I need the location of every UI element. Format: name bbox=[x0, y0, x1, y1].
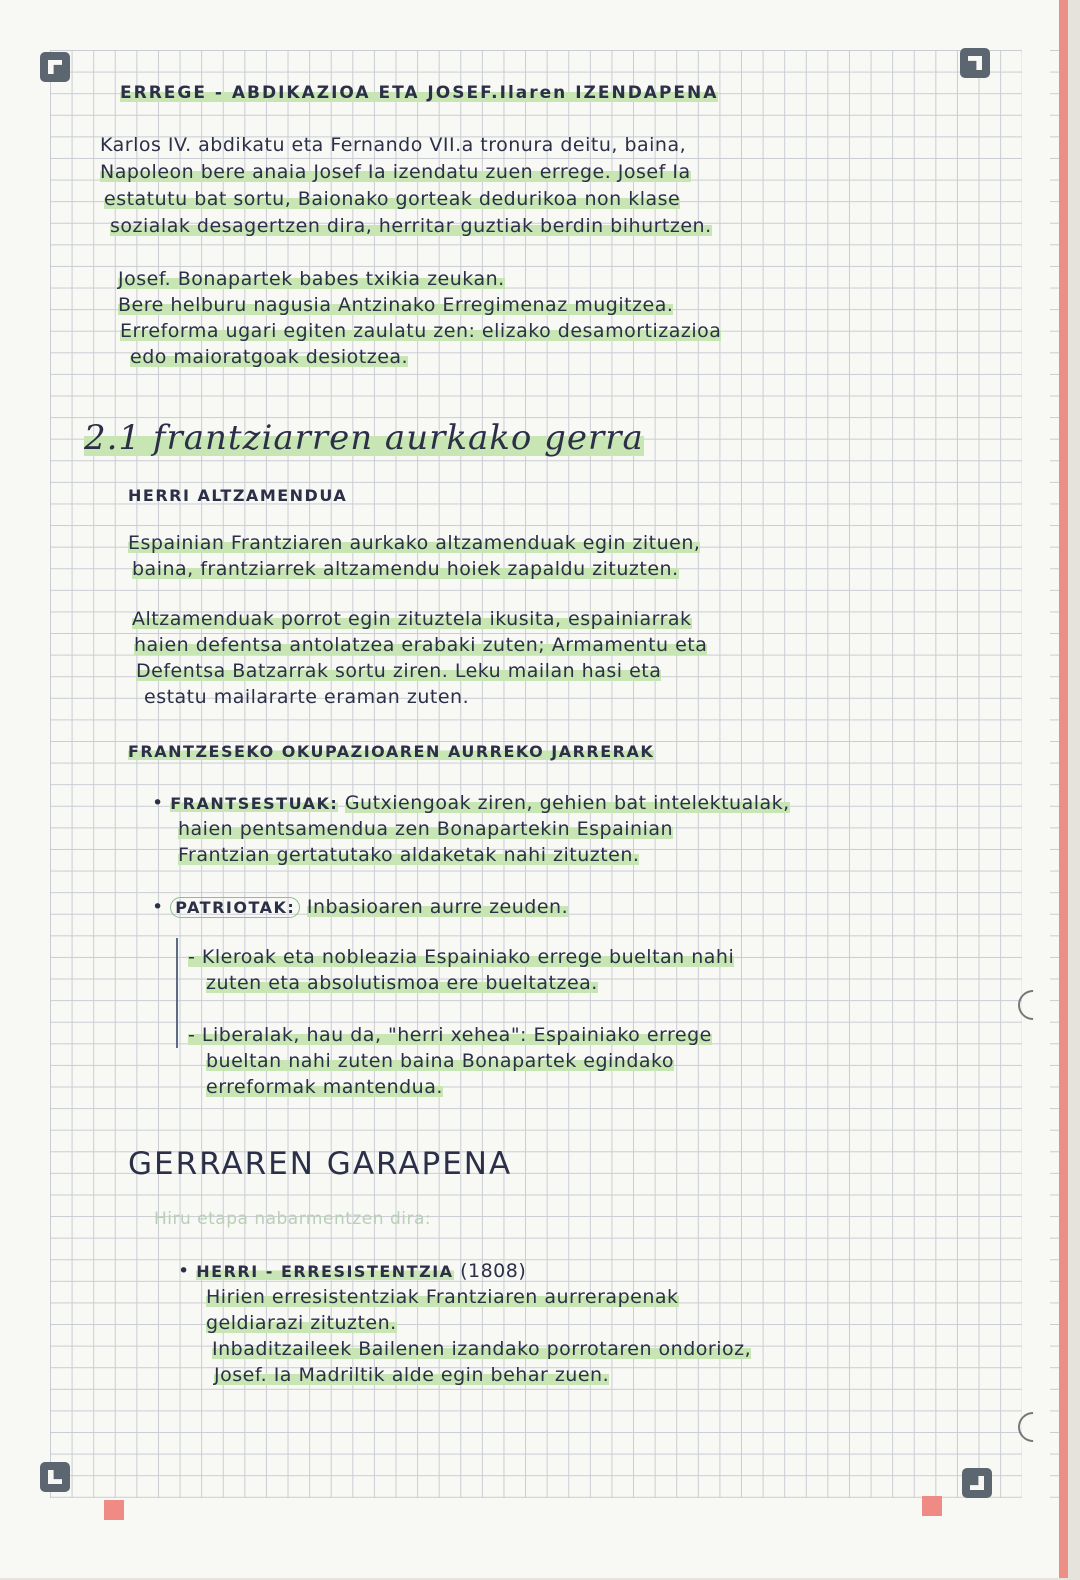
kleroak-line: zuten eta absolutismoa ere bueltatzea. bbox=[206, 972, 598, 994]
liberalak-line: erreformak mantendua. bbox=[206, 1076, 443, 1098]
erresistentzia-label: HERRI - ERRESISTENTZIA bbox=[196, 1262, 454, 1281]
erresistentzia-line: Josef. Ia Madriltik alde egin behar zuen. bbox=[214, 1364, 610, 1386]
herri-para-line: baina, frantziarrek altzamendu hoiek zapaldu zituzten. bbox=[132, 558, 679, 580]
erresistentzia-line: geldiarazi zituzten. bbox=[206, 1312, 397, 1334]
josef-line: Bere helburu nagusia Antzinako Erregimenaz mugitzea. bbox=[118, 294, 674, 316]
frantsestuak-line: • FRANTSESTUAK: Gutxiengoak ziren, gehien bat intelektualak, bbox=[152, 792, 790, 814]
erresistentzia-line: Inbaditzaileek Bailenen izandako porrotaren ondorioz, bbox=[212, 1338, 752, 1360]
herri-para-line: Espainian Frantziaren aurkako altzamenduak egin zituen, bbox=[128, 532, 701, 554]
faint-line: Hiru etapa nabarmentzen dira: bbox=[154, 1209, 432, 1229]
liberalak-line: - Liberalak, hau da, "herri xehea": Espainiako errege bbox=[188, 1024, 712, 1046]
corner-mark-bottom-right-icon bbox=[962, 1468, 992, 1498]
corner-mark-top-right-icon bbox=[960, 48, 990, 78]
pink-square-right-icon bbox=[922, 1496, 942, 1516]
page-title: ERREGE - ABDIKAZIOA ETA JOSEF.Ilaren IZENDAPENA bbox=[120, 83, 719, 103]
intro-line: Karlos IV. abdikatu eta Fernando VII.a tronura deitu, baina, bbox=[100, 134, 687, 156]
erresistentzia-line: • HERRI - ERRESISTENTZIA (1808) bbox=[178, 1260, 527, 1282]
herri-para-line: haien defentsa antolatzea erabaki zuten; Armamentu eta bbox=[134, 634, 708, 656]
gerra-heading: GERRAREN GARAPENA bbox=[128, 1146, 513, 1182]
patriotak-line: • PATRIOTAK: Inbasioaren aurre zeuden. bbox=[152, 896, 569, 918]
corner-mark-top-left-icon bbox=[40, 52, 70, 82]
frantsestuak-line: Frantzian gertatutako aldaketak nahi zituzten. bbox=[178, 844, 640, 866]
herri-heading: HERRI ALTZAMENDUA bbox=[128, 486, 348, 505]
erresistentzia-line: Hirien erresistentziak Frantziaren aurrerapenak bbox=[206, 1286, 679, 1308]
intro-line: sozialak desagertzen dira, herritar guztiak berdin bihurtzen. bbox=[110, 215, 712, 237]
herri-para-line: Defentsa Batzarrak sortu ziren. Leku mailan hasi eta bbox=[136, 660, 662, 682]
herri-para-line: estatu mailararte eraman zuten. bbox=[144, 686, 470, 708]
kleroak-line: - Kleroak eta nobleazia Espainiako errege bueltan nahi bbox=[188, 946, 735, 968]
intro-line: estatutu bat sortu, Baionako gorteak dedurikoa non klase bbox=[104, 188, 681, 210]
frantsestuak-label: FRANTSESTUAK: bbox=[170, 794, 339, 813]
josef-line: Erreforma ugari egiten zaulatu zen: elizako desamortizazioa bbox=[120, 320, 722, 342]
section-title: 2.1 frantziarren aurkako gerra bbox=[84, 418, 644, 458]
herri-para-line: Altzamenduak porrot egin zituztela ikusita, espainiarrak bbox=[132, 608, 692, 630]
liberalak-line: bueltan nahi zuten baina Bonapartek egindako bbox=[206, 1050, 674, 1072]
josef-line: edo maioratgoak desiotzea. bbox=[130, 346, 409, 368]
corner-mark-bottom-left-icon bbox=[40, 1462, 70, 1492]
pink-square-left-icon bbox=[104, 1500, 124, 1520]
josef-line: Josef. Bonapartek babes txikia zeukan. bbox=[118, 268, 505, 290]
frantsestuak-line: haien pentsamendua zen Bonapartekin Espainian bbox=[178, 818, 674, 840]
intro-line: Napoleon bere anaia Josef Ia izendatu zuen errege. Josef Ia bbox=[100, 161, 691, 183]
frantzes-heading: FRANTZESEKO OKUPAZIOAREN AURREKO JARRERAK bbox=[128, 742, 655, 761]
bracket-line bbox=[176, 938, 178, 1048]
erresistentzia-year: (1808) bbox=[460, 1260, 527, 1282]
patriotak-label: PATRIOTAK: bbox=[170, 897, 300, 918]
